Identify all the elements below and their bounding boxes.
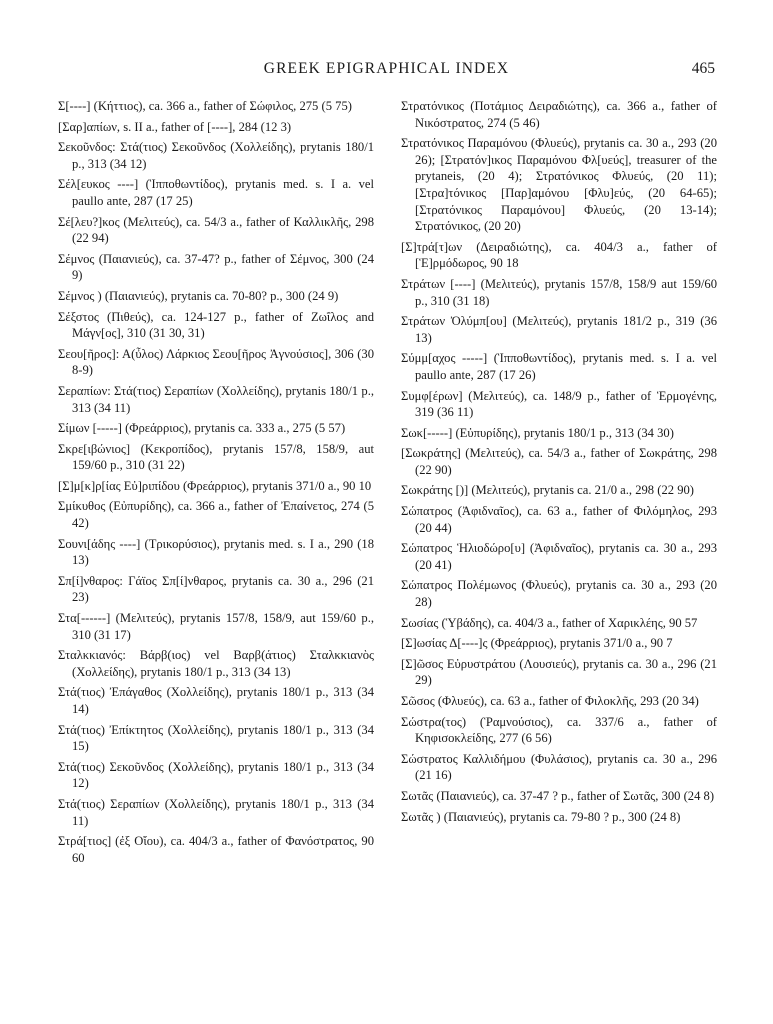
index-entry: Στράτων Ὀλύμπ[ου] (Μελιτεύς), prytanis 181/2 p., 319 (36 13) bbox=[401, 314, 717, 345]
index-entry: Σωτᾶς (Παιανιεύς), ca. 37-47 ? p., father of Σωτᾶς, 300 (24 8) bbox=[401, 788, 715, 803]
index-entry: [Σωκράτης] (Μελιτεύς), ca. 54/3 a., father of Σωκράτης, 298 (22 90) bbox=[401, 446, 717, 477]
right-column bbox=[401, 98, 717, 829]
index-entry: Σέ[λευ?]κος (Μελιτεύς), ca. 54/3 a., father of Καλλικλῆς, 298 (22 94) bbox=[58, 214, 374, 246]
index-entry: Σέλ[ευκος ----] (Ἱπποθωντίδος), prytanis med. s. I a. vel paullo ante, 287 (17 25) bbox=[58, 177, 374, 208]
index-entry: Σώπατρος Ἡλιοδώρο[υ] (Ἀφιδναῖος), prytanis ca. 30 a., 293 (20 41) bbox=[401, 541, 717, 572]
index-entry: Σώστρατος Καλλιδήμου (Φυλάσιος), prytanis ca. 30 a., 296 (21 16) bbox=[401, 751, 717, 783]
page-header bbox=[58, 60, 715, 84]
index-entry: [Σαρ]απίων, s. II a., father of [----], 284 (12 3) bbox=[58, 119, 292, 134]
index-entry: Σώστρα(τος) (Ῥαμνούσιος), ca. 337/6 a., father of Κηφισοκλείδης, 277 (6 56) bbox=[401, 714, 717, 746]
left-column bbox=[58, 98, 374, 870]
index-entry: Σίμων [-----] (Φρεάρριος), prytanis ca. 333 a., 275 (5 57) bbox=[58, 421, 346, 436]
index-entry: [Σ]ῶσος Εὐρυστράτου (Λουσιεύς), prytanis ca. 30 a., 296 (21 29) bbox=[401, 656, 717, 688]
index-entry: Σκρε[ιβώνιος] (Κεκροπίδος), prytanis 157/8, 158/9, aut 159/60 p., 310 (31 22) bbox=[58, 441, 374, 473]
page-number: 465 bbox=[691, 60, 715, 77]
index-entry: [Σ]ωσίας Δ[----]ς (Φρεάρριος), prytanis 371/0 a., 90 7 bbox=[401, 636, 673, 651]
index-entry: Στά(τιος) Ἐπάγαθος (Χολλείδης), prytanis 180/1 p., 313 (34 14) bbox=[58, 685, 374, 716]
index-entry: Σουνι[άδης ----] (Τρικορύσιος), prytanis med. s. I a., 290 (18 13) bbox=[58, 536, 374, 568]
index-entry: Σέμνος ) (Παιανιεύς), prytanis ca. 70-80? p., 300 (24 9) bbox=[58, 288, 339, 303]
index-entry: Σταλκκιανός: Βάρβ(ιος) vel Βαρβ(άτιος) Σταλκκιανὸς (Χολλείδης), prytanis 180/1 p., 313 (34 13) bbox=[58, 648, 374, 679]
index-entry: Στά(τιος) Σεραπίων (Χολλείδης), prytanis 180/1 p., 313 (34 11) bbox=[58, 796, 374, 828]
index-entry: Σ[----] (Κήττιος), ca. 366 a., father of Σώφιλος, 275 (5 75) bbox=[58, 99, 352, 113]
index-entry: Σπ[ί]νθαρος: Γάϊος Σπ[ί]νθαρος, prytanis ca. 30 a., 296 (21 23) bbox=[58, 573, 374, 605]
index-entry: Σωτᾶς ) (Παιανιεύς), prytanis ca. 79-80 ? p., 300 (24 8) bbox=[401, 809, 681, 824]
index-entry: [Σ]μ[κ]ρ[ίας Εὐ]ριπίδου (Φρεάρριος), prytanis 371/0 a., 90 10 bbox=[58, 478, 372, 493]
index-entry: Σωκ[-----] (Εὐπυρίδης), prytanis 180/1 p., 313 (34 30) bbox=[401, 425, 674, 440]
index-entry: Συμφ[έρων] (Μελιτεύς), ca. 148/9 p., father of Ἑρμογένης, 319 (36 11) bbox=[401, 388, 717, 420]
index-entry: [Σ]τρά[τ]ων (Δειραδιώτης), ca. 404/3 a., father of [Ἑ]ρμόδωρος, 90 18 bbox=[401, 239, 717, 271]
index-entry: Σεραπίων: Στά(τιος) Σεραπίων (Χολλείδης), prytanis 180/1 p., 313 (34 11) bbox=[58, 383, 374, 415]
index-entry: Σώπατρος (Ἀφιδναῖος), ca. 63 a., father of Φιλόμηλος, 293 (20 44) bbox=[401, 504, 717, 535]
index-entry: Στράτων [----] (Μελιτεύς), prytanis 157/8, 158/9 aut 159/60 p., 310 (31 18) bbox=[401, 276, 717, 308]
index-entry: Στρά[τιος] (ἐξ Οἴου), ca. 404/3 a., father of Φανόστρατος, 90 60 bbox=[58, 834, 374, 865]
index-entry: Σύμμ[αχος -----] (Ἱπποθωντίδος), prytanis med. s. I a. vel paullo ante, 287 (17 26) bbox=[401, 351, 717, 382]
index-entry: Σέξστος (Πιθεύς), ca. 124-127 p., father of Ζωΐλος and Μάγν[ος], 310 (31 30, 31) bbox=[58, 309, 374, 341]
index-entry: Σμίκυθος (Εὐπυρίδης), ca. 366 a., father of Ἐπαίνετος, 274 (5 42) bbox=[58, 499, 374, 531]
index-entry: Σεου[ῆρος]: Α(ὖλος) Λάρκιος Σεου[ῆρος Ἀγνούσιος], 306 (30 8-9) bbox=[58, 346, 374, 378]
index-entry: Σώπατρος Πολέμωνος (Φλυεύς), prytanis ca. 30 a., 293 (20 28) bbox=[401, 578, 717, 610]
index-entry: Σῶσος (Φλυεύς), ca. 63 a., father of Φιλοκλῆς, 293 (20 34) bbox=[401, 694, 699, 708]
index-entry: Σωσίας (Ὑβάδης), ca. 404/3 a., father of Χαρικλέης, 90 57 bbox=[401, 615, 698, 630]
index-entry: Σεκοῦνδος: Στά(τιος) Σεκοῦνδος (Χολλείδης), prytanis 180/1 p., 313 (34 12) bbox=[58, 140, 374, 171]
running-title: GREEK EPIGRAPHICAL INDEX bbox=[263, 60, 510, 77]
index-entry: Στά(τιος) Ἐπίκτητος (Χολλείδης), prytanis 180/1 p., 313 (34 15) bbox=[58, 722, 374, 754]
index-entry: Σέμνος (Παιανιεύς), ca. 37-47? p., father of Σέμνος, 300 (24 9) bbox=[58, 251, 374, 283]
index-entry: Στά(τιος) Σεκοῦνδος (Χολλείδης), prytanis 180/1 p., 313 (34 12) bbox=[58, 759, 374, 791]
index-entry: Σωκράτης [)] (Μελιτεύς), prytanis ca. 21/0 a., 298 (22 90) bbox=[401, 483, 694, 498]
index-entry: Στα[------] (Μελιτεύς), prytanis 157/8, 158/9, aut 159/60 p., 310 (31 17) bbox=[58, 611, 374, 642]
index-entry: Στρατόνικος (Ποτάμιος Δειραδιώτης), ca. 366 a., father of Νικόστρατος, 274 (5 46) bbox=[401, 99, 717, 130]
index-entry: Στρατόνικος Παραμόνου (Φλυεύς), prytanis ca. 30 a., 293 (20 26); [Στρατόν]ικος Παραμόνου Φλ[υεύς], treasurer of the prytaneis, (20 4); Στρατόνικος Φλυεύς, (20 11); [Στρα]τόνικος [Παρ]αμόνου [Φλυ]εύς, (20 64-65); [Στρατόνικος Παραμόνου] Φλυεύς, (20 13-14); Στρατόνικος, (20 20) bbox=[401, 136, 717, 234]
